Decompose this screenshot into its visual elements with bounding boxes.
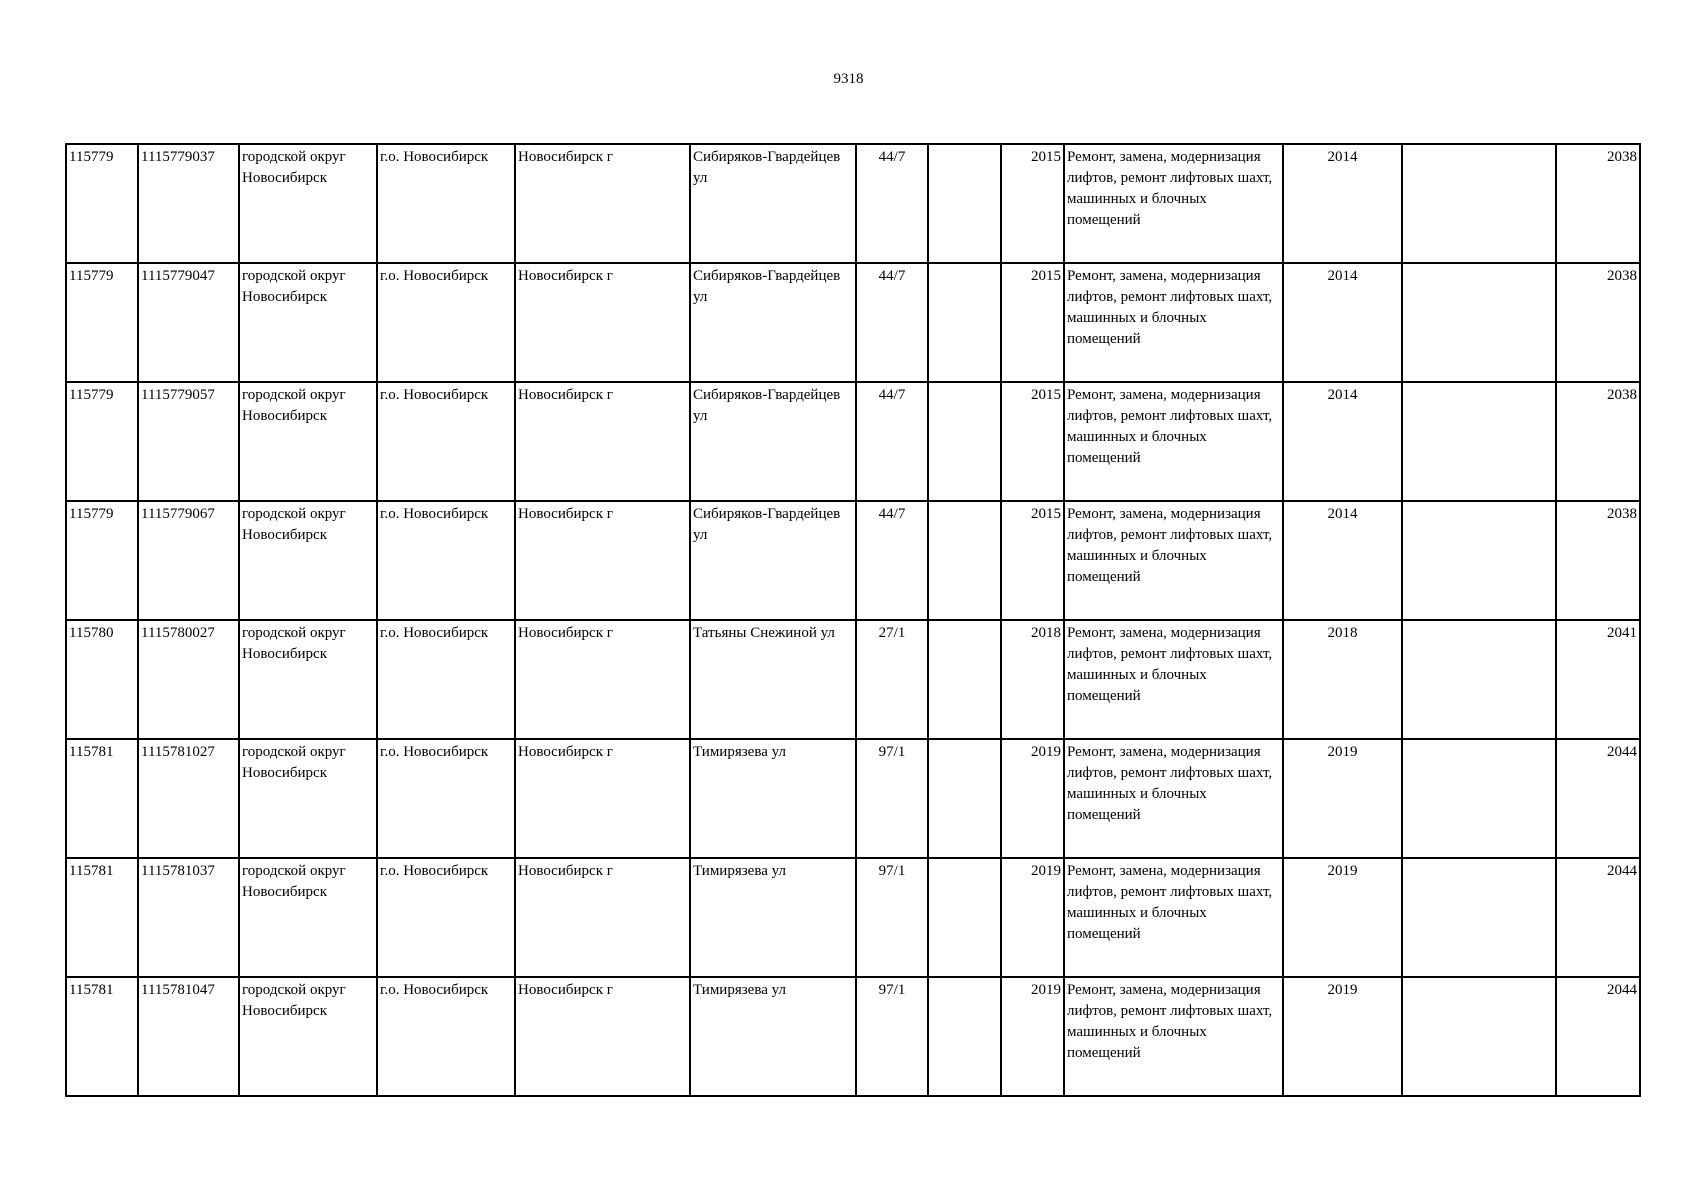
cell-id: 115781 [66, 858, 138, 977]
table-row [66, 382, 1640, 501]
cell-year-built: 2015 [1001, 144, 1064, 263]
cell-period-from: 2044 [1556, 858, 1640, 977]
cell-locality: Новосибирск г [515, 263, 690, 382]
cell-code: 1115780027 [138, 620, 239, 739]
cell-code: 1115779047 [138, 263, 239, 382]
cell-period-from: 2038 [1556, 382, 1640, 501]
cell-extra [1402, 620, 1556, 739]
cell-municipality: городской округ Новосибирск [239, 620, 377, 739]
cell-building [928, 501, 1001, 620]
cell-work-type: Ремонт, замена, модернизация лифтов, ремонт лифтовых шахт, машинных и блочных помещений [1064, 977, 1283, 1096]
cell-locality: Новосибирск г [515, 858, 690, 977]
cell-extra [1402, 977, 1556, 1096]
cell-year-last: 2014 [1283, 501, 1402, 620]
cell-municipality: городской округ Новосибирск [239, 144, 377, 263]
cell-street: Тимирязева ул [690, 858, 856, 977]
cell-year-last: 2019 [1283, 739, 1402, 858]
cell-building [928, 263, 1001, 382]
table-row [66, 739, 1640, 858]
cell-year-last: 2014 [1283, 382, 1402, 501]
cell-house: 44/7 [856, 382, 928, 501]
cell-house: 44/7 [856, 263, 928, 382]
registry-table [65, 143, 1641, 1097]
cell-building [928, 977, 1001, 1096]
cell-code: 1115779057 [138, 382, 239, 501]
cell-house: 97/1 [856, 739, 928, 858]
cell-district: г.о. Новосибирск [377, 739, 515, 858]
cell-street: Татьяны Снежиной ул [690, 620, 856, 739]
cell-building [928, 144, 1001, 263]
cell-id: 115779 [66, 382, 138, 501]
cell-code: 1115781027 [138, 739, 239, 858]
cell-period-from: 2038 [1556, 501, 1640, 620]
cell-municipality: городской округ Новосибирск [239, 977, 377, 1096]
cell-district: г.о. Новосибирск [377, 501, 515, 620]
cell-locality: Новосибирск г [515, 144, 690, 263]
cell-locality: Новосибирск г [515, 620, 690, 739]
cell-locality: Новосибирск г [515, 977, 690, 1096]
cell-year-last: 2019 [1283, 977, 1402, 1096]
registry-table-body [66, 144, 1640, 1096]
cell-id: 115779 [66, 144, 138, 263]
cell-work-type: Ремонт, замена, модернизация лифтов, ремонт лифтовых шахт, машинных и блочных помещений [1064, 382, 1283, 501]
cell-street: Тимирязева ул [690, 977, 856, 1096]
cell-street: Тимирязева ул [690, 739, 856, 858]
cell-house: 97/1 [856, 977, 928, 1096]
cell-extra [1402, 263, 1556, 382]
cell-year-last: 2018 [1283, 620, 1402, 739]
cell-extra [1402, 739, 1556, 858]
cell-id: 115779 [66, 263, 138, 382]
cell-municipality: городской округ Новосибирск [239, 382, 377, 501]
cell-year-last: 2014 [1283, 144, 1402, 263]
cell-district: г.о. Новосибирск [377, 620, 515, 739]
cell-district: г.о. Новосибирск [377, 977, 515, 1096]
cell-district: г.о. Новосибирск [377, 382, 515, 501]
cell-year-built: 2015 [1001, 382, 1064, 501]
cell-code: 1115779037 [138, 144, 239, 263]
table-row [66, 620, 1640, 739]
cell-municipality: городской округ Новосибирск [239, 501, 377, 620]
cell-house: 97/1 [856, 858, 928, 977]
cell-extra [1402, 144, 1556, 263]
cell-work-type: Ремонт, замена, модернизация лифтов, ремонт лифтовых шахт, машинных и блочных помещений [1064, 263, 1283, 382]
cell-year-built: 2015 [1001, 501, 1064, 620]
cell-municipality: городской округ Новосибирск [239, 858, 377, 977]
table-row [66, 263, 1640, 382]
cell-code: 1115781037 [138, 858, 239, 977]
cell-code: 1115779067 [138, 501, 239, 620]
cell-id: 115780 [66, 620, 138, 739]
cell-street: Сибиряков-Гвардейцев ул [690, 382, 856, 501]
cell-locality: Новосибирск г [515, 501, 690, 620]
cell-year-last: 2019 [1283, 858, 1402, 977]
cell-building [928, 858, 1001, 977]
page-number: 9318 [833, 71, 864, 87]
cell-building [928, 739, 1001, 858]
cell-period-from: 2041 [1556, 620, 1640, 739]
cell-period-from: 2038 [1556, 263, 1640, 382]
cell-house: 44/7 [856, 501, 928, 620]
cell-extra [1402, 382, 1556, 501]
cell-id: 115781 [66, 739, 138, 858]
cell-street: Сибиряков-Гвардейцев ул [690, 144, 856, 263]
cell-district: г.о. Новосибирск [377, 858, 515, 977]
cell-municipality: городской округ Новосибирск [239, 263, 377, 382]
cell-house: 27/1 [856, 620, 928, 739]
cell-work-type: Ремонт, замена, модернизация лифтов, ремонт лифтовых шахт, машинных и блочных помещений [1064, 501, 1283, 620]
table-row [66, 858, 1640, 977]
cell-period-from: 2044 [1556, 739, 1640, 858]
table-row [66, 501, 1640, 620]
table-row [66, 977, 1640, 1096]
cell-extra [1402, 858, 1556, 977]
cell-district: г.о. Новосибирск [377, 263, 515, 382]
cell-locality: Новосибирск г [515, 739, 690, 858]
cell-year-built: 2019 [1001, 739, 1064, 858]
cell-municipality: городской округ Новосибирск [239, 739, 377, 858]
cell-street: Сибиряков-Гвардейцев ул [690, 501, 856, 620]
cell-house: 44/7 [856, 144, 928, 263]
cell-street: Сибиряков-Гвардейцев ул [690, 263, 856, 382]
cell-work-type: Ремонт, замена, модернизация лифтов, ремонт лифтовых шахт, машинных и блочных помещений [1064, 620, 1283, 739]
cell-year-last: 2014 [1283, 263, 1402, 382]
cell-year-built: 2019 [1001, 858, 1064, 977]
cell-building [928, 382, 1001, 501]
cell-year-built: 2018 [1001, 620, 1064, 739]
cell-year-built: 2015 [1001, 263, 1064, 382]
cell-period-from: 2044 [1556, 977, 1640, 1096]
cell-district: г.о. Новосибирск [377, 144, 515, 263]
cell-year-built: 2019 [1001, 977, 1064, 1096]
cell-id: 115781 [66, 977, 138, 1096]
cell-extra [1402, 501, 1556, 620]
table-row [66, 144, 1640, 263]
cell-work-type: Ремонт, замена, модернизация лифтов, ремонт лифтовых шахт, машинных и блочных помещений [1064, 739, 1283, 858]
cell-work-type: Ремонт, замена, модернизация лифтов, ремонт лифтовых шахт, машинных и блочных помещений [1064, 858, 1283, 977]
cell-locality: Новосибирск г [515, 382, 690, 501]
cell-work-type: Ремонт, замена, модернизация лифтов, ремонт лифтовых шахт, машинных и блочных помещений [1064, 144, 1283, 263]
cell-building [928, 620, 1001, 739]
cell-id: 115779 [66, 501, 138, 620]
cell-period-from: 2038 [1556, 144, 1640, 263]
cell-code: 1115781047 [138, 977, 239, 1096]
